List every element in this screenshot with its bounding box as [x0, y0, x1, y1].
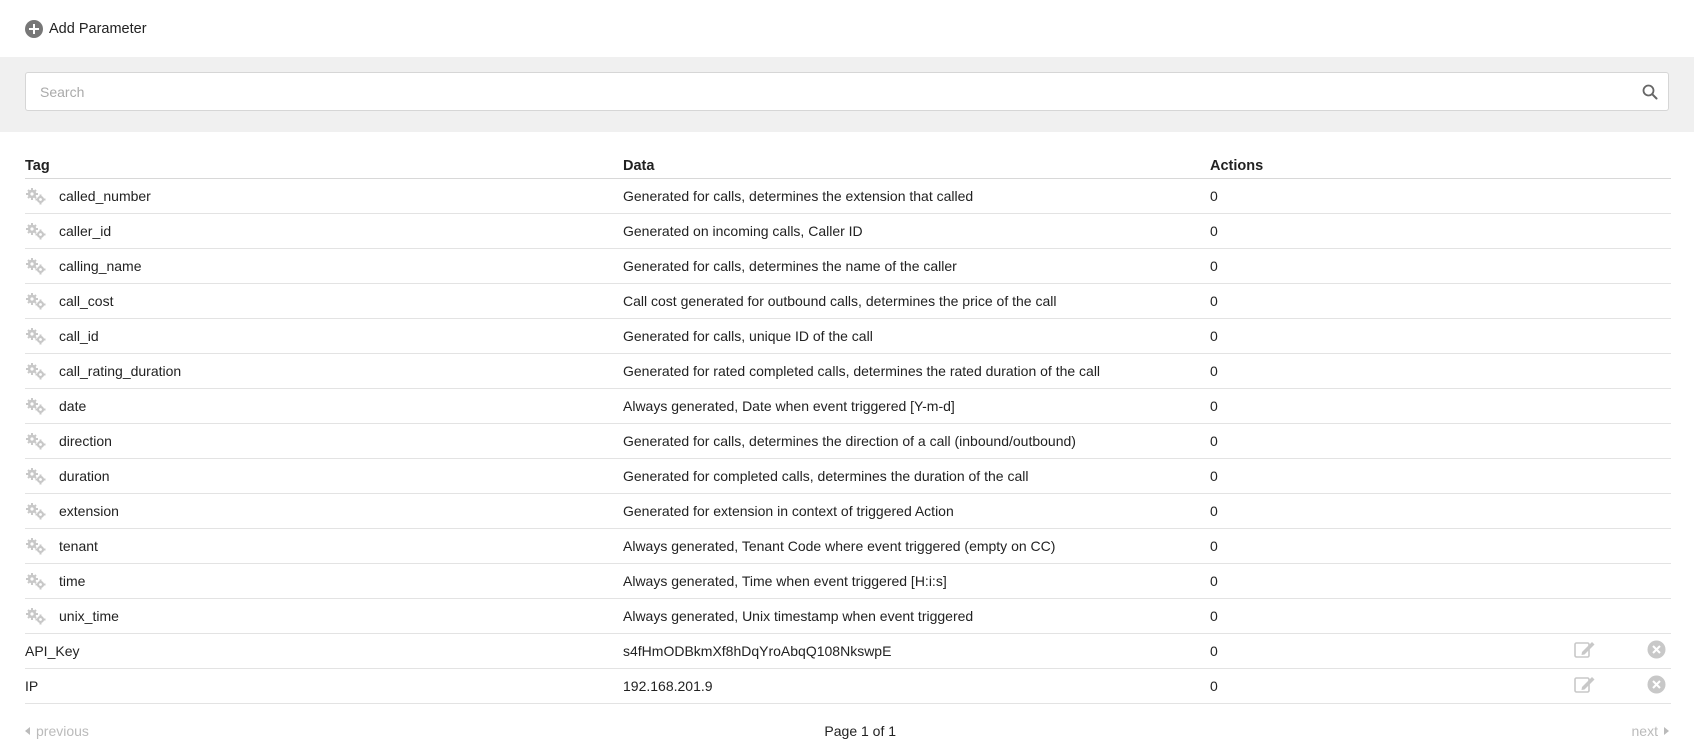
tag-name: calling_name: [59, 257, 142, 274]
add-parameter-button[interactable]: [25, 20, 147, 38]
delete-cell: [1601, 528, 1671, 563]
gears-icon: [25, 292, 47, 310]
delete-cell: [1601, 248, 1671, 283]
tag-name: time: [59, 572, 86, 589]
gears-icon: [25, 257, 47, 275]
edit-cell: [1555, 563, 1601, 598]
next-page-button[interactable]: [1632, 723, 1669, 739]
tag-name: direction: [59, 432, 112, 449]
delete-cell: [1601, 178, 1671, 213]
tag-name: IP: [25, 677, 39, 694]
data-cell: Always generated, Date when event triggered [Y-m-d]: [623, 388, 1210, 423]
actions-count: 0: [1210, 318, 1555, 353]
chevron-right-icon: [1664, 727, 1669, 735]
search-input[interactable]: [26, 73, 1668, 110]
tag-cell: [25, 353, 623, 388]
data-cell: Always generated, Time when event triggered [H:i:s]: [623, 563, 1210, 598]
actions-count: 0: [1210, 248, 1555, 283]
actions-count: 0: [1210, 353, 1555, 388]
edit-icon: [1574, 675, 1596, 693]
gears-icon: [25, 572, 47, 590]
table-row: [25, 458, 1671, 493]
delete-cell: [1601, 283, 1671, 318]
table-row: [25, 423, 1671, 458]
edit-cell: [1555, 528, 1601, 563]
data-cell: Always generated, Tenant Code where event triggered (empty on CC): [623, 528, 1210, 563]
tag-cell: [25, 528, 623, 563]
delete-button[interactable]: [1647, 640, 1666, 659]
data-cell: Generated for calls, unique ID of the call: [623, 318, 1210, 353]
parameters-table: [25, 154, 1671, 704]
data-cell: s4fHmODBkmXf8hDqYroAbqQ108NkswpE: [623, 633, 1210, 668]
tag-cell: [25, 283, 623, 318]
edit-cell: [1555, 283, 1601, 318]
tag-name: date: [59, 397, 87, 414]
delete-cell: [1601, 318, 1671, 353]
actions-count: 0: [1210, 283, 1555, 318]
tag-cell: [25, 493, 623, 528]
gears-icon: [25, 187, 47, 205]
delete-cell: [1601, 353, 1671, 388]
actions-count: 0: [1210, 178, 1555, 213]
delete-cell: [1601, 668, 1671, 703]
table-header-row: [25, 154, 1671, 178]
table-row: [25, 353, 1671, 388]
edit-cell: [1555, 388, 1601, 423]
tag-name: extension: [59, 502, 119, 519]
data-cell: Call cost generated for outbound calls, determines the price of the call: [623, 283, 1210, 318]
edit-cell: [1555, 318, 1601, 353]
table-row: [25, 318, 1671, 353]
page-info: Page 1 of 1: [824, 722, 897, 739]
tag-name: caller_id: [59, 222, 112, 239]
tag-cell: [25, 563, 623, 598]
table-row: [25, 388, 1671, 423]
search-bar: [0, 57, 1694, 132]
delete-cell: [1601, 423, 1671, 458]
actions-count: 0: [1210, 563, 1555, 598]
search-box: [25, 72, 1669, 111]
delete-cell: [1601, 633, 1671, 668]
delete-cell: [1601, 563, 1671, 598]
search-icon[interactable]: [1642, 84, 1658, 100]
edit-button[interactable]: [1574, 640, 1596, 658]
tag-cell: [25, 668, 623, 703]
pagination: [0, 704, 1694, 741]
column-header-actions[interactable]: Actions: [1210, 154, 1555, 178]
tag-cell: [25, 388, 623, 423]
edit-cell: [1555, 668, 1601, 703]
edit-cell: [1555, 633, 1601, 668]
data-cell: 192.168.201.9: [623, 668, 1210, 703]
gears-icon: [25, 327, 47, 345]
gears-icon: [25, 537, 47, 555]
actions-count: 0: [1210, 213, 1555, 248]
actions-count: 0: [1210, 493, 1555, 528]
data-cell: Generated for calls, determines the direction of a call (inbound/outbound): [623, 423, 1210, 458]
tag-name: called_number: [59, 187, 151, 204]
tag-name: unix_time: [59, 607, 119, 624]
tag-name: call_cost: [59, 292, 114, 309]
tag-cell: [25, 318, 623, 353]
edit-cell: [1555, 213, 1601, 248]
tag-name: API_Key: [25, 642, 80, 659]
chevron-left-icon: [25, 727, 30, 735]
actions-count: 0: [1210, 458, 1555, 493]
tag-cell: [25, 178, 623, 213]
edit-cell: [1555, 458, 1601, 493]
tag-cell: [25, 423, 623, 458]
delete-cell: [1601, 598, 1671, 633]
toolbar: [0, 0, 1694, 57]
data-cell: Generated for calls, determines the extension that called: [623, 178, 1210, 213]
actions-count: 0: [1210, 668, 1555, 703]
table-row: [25, 493, 1671, 528]
tag-cell: [25, 248, 623, 283]
actions-count: 0: [1210, 633, 1555, 668]
data-cell: Generated for rated completed calls, determines the rated duration of the call: [623, 353, 1210, 388]
table-row: [25, 213, 1671, 248]
table-row: [25, 528, 1671, 563]
tag-cell: [25, 213, 623, 248]
gears-icon: [25, 607, 47, 625]
gears-icon: [25, 397, 47, 415]
tag-name: call_id: [59, 327, 99, 344]
previous-page-label: previous: [36, 722, 89, 739]
table-row: [25, 178, 1671, 213]
column-header-delete: [1601, 154, 1671, 178]
edit-cell: [1555, 423, 1601, 458]
tag-name: tenant: [59, 537, 98, 554]
data-cell: Generated for calls, determines the name of the caller: [623, 248, 1210, 283]
actions-count: 0: [1210, 423, 1555, 458]
delete-icon: [1647, 640, 1666, 659]
gears-icon: [25, 467, 47, 485]
tag-cell: [25, 598, 623, 633]
plus-circle-icon: [25, 20, 43, 38]
data-cell: Generated for completed calls, determines the duration of the call: [623, 458, 1210, 493]
edit-button[interactable]: [1574, 675, 1596, 693]
tag-cell: [25, 633, 623, 668]
parameters-table-container: [0, 132, 1694, 704]
delete-icon: [1647, 675, 1666, 694]
table-row-custom: [25, 633, 1671, 668]
table-row: [25, 283, 1671, 318]
edit-cell: [1555, 493, 1601, 528]
column-header-data[interactable]: Data: [623, 154, 1210, 178]
data-cell: Generated for extension in context of triggered Action: [623, 493, 1210, 528]
add-parameter-label: Add Parameter: [49, 21, 147, 37]
delete-cell: [1601, 493, 1671, 528]
table-row: [25, 563, 1671, 598]
delete-cell: [1601, 213, 1671, 248]
tag-name: call_rating_duration: [59, 362, 182, 379]
column-header-tag[interactable]: Tag: [25, 154, 623, 178]
table-body: [25, 178, 1671, 703]
gears-icon: [25, 502, 47, 520]
gears-icon: [25, 432, 47, 450]
table-row-custom: [25, 668, 1671, 703]
edit-cell: [1555, 353, 1601, 388]
gears-icon: [25, 222, 47, 240]
data-cell: Always generated, Unix timestamp when event triggered: [623, 598, 1210, 633]
actions-count: 0: [1210, 388, 1555, 423]
gears-icon: [25, 362, 47, 380]
tag-cell: [25, 458, 623, 493]
actions-count: 0: [1210, 528, 1555, 563]
next-page-label: next: [1631, 722, 1658, 739]
edit-cell: [1555, 178, 1601, 213]
delete-button[interactable]: [1647, 675, 1666, 694]
previous-page-button[interactable]: [25, 723, 89, 739]
table-row: [25, 598, 1671, 633]
column-header-edit: [1555, 154, 1601, 178]
table-row: [25, 248, 1671, 283]
edit-cell: [1555, 598, 1601, 633]
tag-name: duration: [59, 467, 110, 484]
delete-cell: [1601, 458, 1671, 493]
delete-cell: [1601, 388, 1671, 423]
edit-icon: [1574, 640, 1596, 658]
actions-count: 0: [1210, 598, 1555, 633]
data-cell: Generated on incoming calls, Caller ID: [623, 213, 1210, 248]
edit-cell: [1555, 248, 1601, 283]
